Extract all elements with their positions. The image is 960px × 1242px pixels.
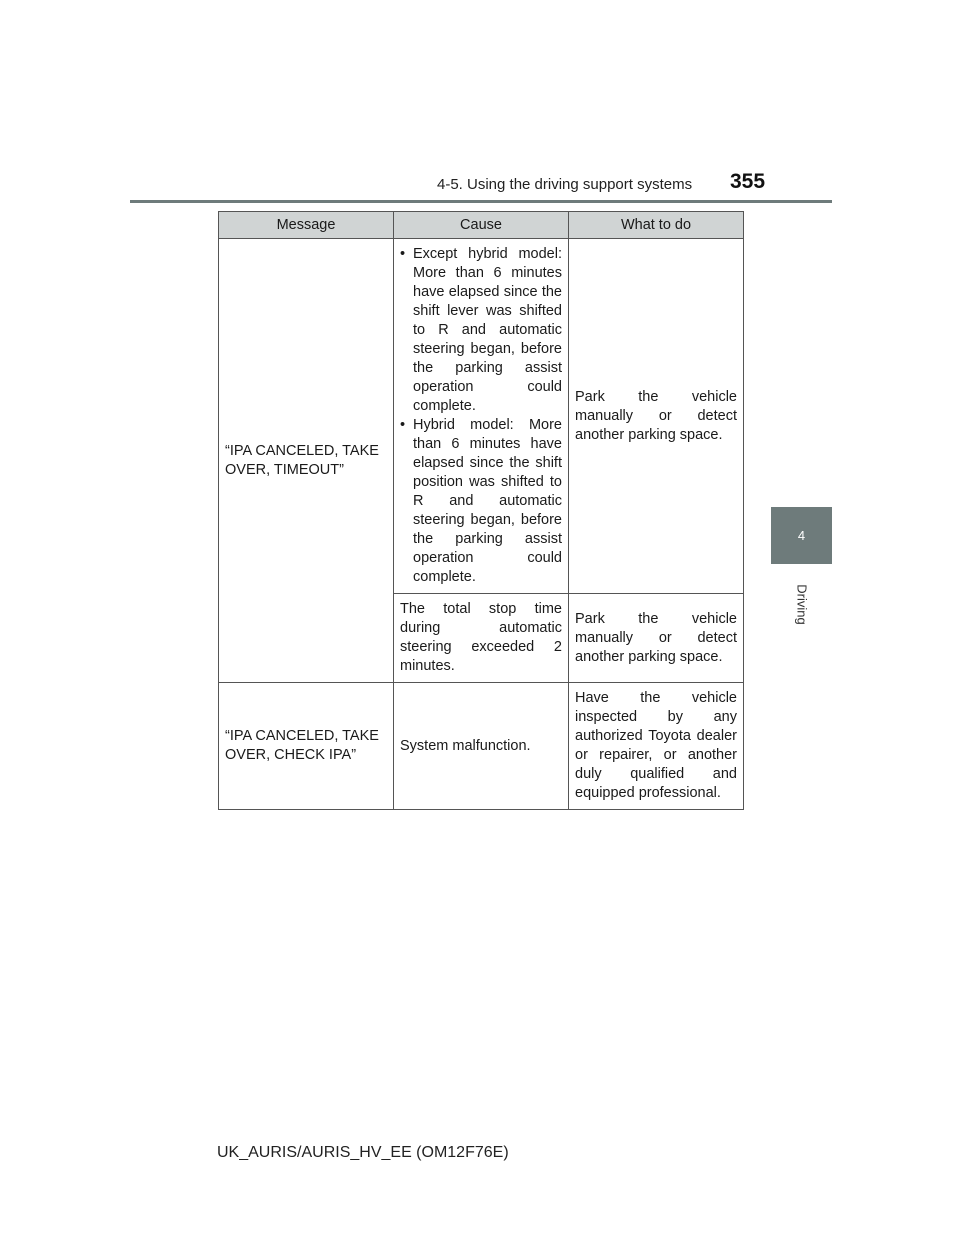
cause-cell: The total stop time during automatic steering exceeded 2 minutes.: [394, 594, 569, 683]
message-cell: “IPA CANCELED, TAKE OVER, CHECK IPA”: [219, 683, 394, 810]
header-cause: Cause: [394, 212, 569, 239]
table-row: [219, 683, 744, 810]
cause-cell: [394, 239, 569, 594]
message-table: [218, 211, 744, 810]
cause-cell: System malfunction.: [394, 683, 569, 810]
table-header-row: [219, 212, 744, 239]
message-cell: “IPA CANCELED, TAKE OVER, TIMEOUT”: [219, 239, 394, 683]
action-cell: Have the vehicle inspected by any authorized Toyota dealer or repairer, or another duly qualified and equipped professional.: [569, 683, 744, 810]
action-cell: Park the vehicle manually or detect another parking space.: [569, 239, 744, 594]
chapter-tab: [771, 507, 832, 564]
document-code: UK_AURIS/AURIS_HV_EE (OM12F76E): [217, 1144, 509, 1161]
table-row: [219, 239, 744, 594]
action-cell: Park the vehicle manually or detect another parking space.: [569, 594, 744, 683]
cause-item: • Hybrid model: More than 6 minutes have elapsed since the shift position was shifted to R and automatic steering began, before the parking assist operation could complete.: [400, 416, 562, 587]
cause-item: • Except hybrid model: More than 6 minutes have elapsed since the shift lever was shifted to R and automatic steering began, before the parking assist operation could complete.: [400, 245, 562, 416]
header-message: Message: [219, 212, 394, 239]
header-divider: [130, 200, 832, 203]
chapter-number: 4: [797, 528, 806, 543]
page-number: 355: [730, 170, 766, 193]
header-what-to-do: What to do: [569, 212, 744, 239]
chapter-label: Driving: [794, 584, 810, 625]
section-title: 4-5. Using the driving support systems: [437, 176, 693, 193]
cause-list: [400, 245, 562, 587]
